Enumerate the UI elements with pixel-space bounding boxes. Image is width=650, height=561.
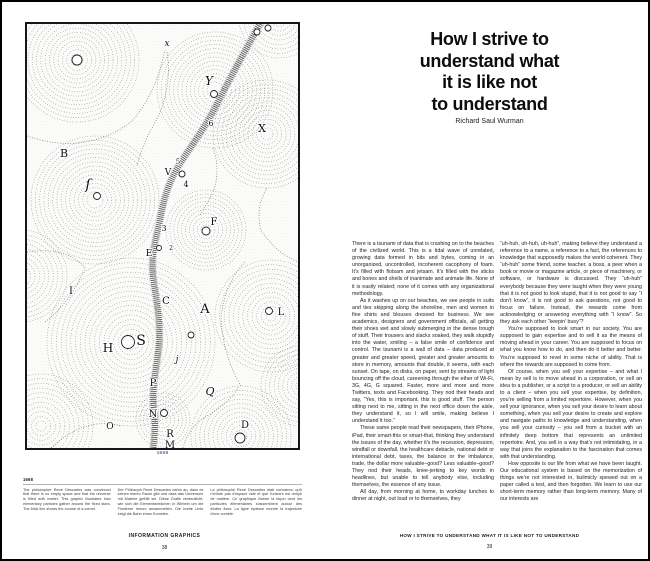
article-columns bbox=[352, 241, 642, 503]
title-line-2: understand what bbox=[419, 50, 560, 71]
svg-text:N: N bbox=[148, 409, 158, 420]
body-paragraph: As it washes up on our beaches, we see people in suits and ties skipping along the shoreline, men and women in fine shirts and blouses dressed for business. We see academics, designers and government officials, all getting their shoes wet and slowly submerging in the dense trough of stuff. Their trousers and slacks soaked, they walk stupidly into the water, smiling – a false smile of confidence and control. The tsunami is a wall of data – data produced at greater and greater speed, greater and greater amounts to store in memory, amounts that double, it seems, with each sunset. On tape, on disks, on paper, sent by streams of light bouncing off the cloud, careening through the ether of Wi-Fi, 3G, 4G, G squared. Faster, more and more and more Twitters, texts and Facebooking. They nod their heads and say, “Yes, this is important, this is good stuff. The person sitting next to me, sitting in the next office down the aisle, they understand it, so I will smile, making believe I understand it too.” bbox=[352, 297, 494, 425]
svg-text:L: L bbox=[277, 307, 285, 318]
svg-text:O: O bbox=[106, 422, 114, 432]
page-number-left: 38 bbox=[161, 544, 168, 551]
footer-right bbox=[327, 533, 650, 550]
svg-text:X: X bbox=[258, 122, 266, 135]
body-paragraph: These same people read their newspapers, their iPhone, iPad, their smart-this or smart-that, thinking they understand the issues of the day, whether it’s the recession, depression, windfall or downfall, the healthcare debacle, national debt or international debt, taxes, the balance or the imbalance, trade, the dollar more valuable–good? Less valuable–good? They nod their heads, knee-jerking to key words in headlines, but unable to tell anybody else, including themselves, the essence of any issue. bbox=[352, 425, 494, 489]
title-line-3: it is like not bbox=[442, 72, 537, 92]
body-paragraph: How opposite is our life from what we have been taught. Our educational system is based on the memorization of things we’re not interested in, bulimicly spewed out on a paper called a test, and then forgotten. We learn to use our short-term memory rather than long-term memory. Many of our interests are bbox=[500, 460, 642, 503]
svg-text:Q: Q bbox=[205, 385, 215, 398]
article-column-2 bbox=[500, 241, 642, 503]
title-line-4: to understand bbox=[431, 93, 548, 114]
body-paragraph: There is a tsunami of data that is crashing on to the beaches of the civilized world. This is a tidal wave of unrelated, growing data formed in bits and bytes, coming in an unorganized, uncontrolled, incoherent cacophony of foam. It’s filled with flotsam and jetsam. It’s filled with the sticks and bones and shells of inanimate and animate life. None of it is easily related; none of it comes with any organizational methodology. bbox=[352, 241, 494, 297]
engraving-frame bbox=[25, 22, 300, 450]
svg-text:H: H bbox=[102, 341, 114, 355]
article-author: Richard Saul Wurman bbox=[455, 118, 524, 125]
article-column-1 bbox=[352, 241, 494, 503]
svg-text:4: 4 bbox=[183, 180, 189, 189]
svg-text:D: D bbox=[240, 420, 250, 431]
body-paragraph: “uh-huh, uh-huh, uh-huh”, making believe they understand a reference to a name, a reference to a fact, the references to knowledge that supposedly makes the world coherent. They “uh-huh” some friend, some teacher, a boss, a peer when a book or movie or magazine article, or piece of machinery, or software, or hardware is discussed. They “uh-huh” everybody because they were taught when they were young that it is not good to look stupid, that it is not good to say “I don’t know”, it is not good to ask questions, not good to focus on failure. Instead, the rewards come from acknowledging or answering everything with “I know”. So they ask each other “keepin’ busy”? bbox=[500, 241, 642, 326]
svg-text:x: x bbox=[164, 39, 170, 49]
svg-text:6: 6 bbox=[208, 119, 214, 128]
svg-text:3: 3 bbox=[161, 224, 167, 233]
svg-text:B: B bbox=[59, 147, 69, 160]
caption-text-german: Der Philosoph René Descartes nahm an, dass es keinen leeren Raum gibt und dass das Universum mit Materie gefüllt sei. Diese Grafik verdeutlicht, wie sich die Elementarteilchen in Wirbeln um die Fixsterne herum ansammelten. Die breite Linie zeigt die Bahn eines Kometen. bbox=[117, 487, 204, 517]
caption-text-english: The philosopher René Descartes was convinced that there is no empty space and that the universe is filled with matter. This graphic illustrates how elementary particles gather around the fixed stars. The thick line shows the course of a comet. bbox=[23, 487, 111, 512]
footer-article-title: HOW I STRIVE TO UNDERSTAND WHAT IT IS LIKE NOT TO UNDERSTAND bbox=[399, 533, 580, 538]
caption-columns bbox=[23, 488, 302, 517]
svg-text:E: E bbox=[145, 249, 153, 259]
caption-block bbox=[23, 477, 302, 517]
body-paragraph: All day, from morning at home, to workday lunches to dinner at night, out loud or to themselves, they bbox=[352, 489, 494, 503]
footer-left bbox=[2, 533, 327, 551]
svg-text:R: R bbox=[166, 429, 174, 440]
caption-text-french: Le philosophe René Descartes était convaincu qu'il n'existe pas d'espace vide et que l'univers est rempli de matière. Ce graphique illustre la façon dont les particules élémentaires s'assemblent autour des étoiles fixes. La ligne épaisse montre la trajectoire d'une comète. bbox=[210, 487, 302, 517]
descartes-vortex-diagram bbox=[27, 24, 298, 448]
svg-text:F: F bbox=[210, 217, 218, 228]
page-number-right: 39 bbox=[486, 543, 493, 550]
caption-rule bbox=[23, 484, 302, 485]
footer-book-title: INFORMATION GRAPHICS bbox=[128, 533, 201, 539]
body-paragraph: Of course, when you sell your expertise – and what I mean by sell is to move ahead in a corporation, or sell an idea to a publisher, or a script to a producer, or sell an ability to a client – when you sell your expertise, by definition, you’re selling from a limited repertoire. However, when you sell your ignorance, when you sell your desire to learn about something, when you sell your desire to create and explore and navigate paths to knowledge and understanding, when you sell your curiosity – you sell from a bucket with an infinitely deep bottom that represents an unlimited repertoire. And, you sell in a way that’s not intimidating, in a way that joins the explanation to the fascination that comes with that understanding. bbox=[500, 368, 642, 460]
svg-text:M: M bbox=[164, 440, 176, 448]
article-title bbox=[327, 29, 650, 115]
caption-year-label: 1668 bbox=[23, 477, 34, 482]
page-right bbox=[327, 2, 650, 559]
svg-text:A: A bbox=[200, 302, 210, 317]
title-line-1: How I strive to bbox=[430, 29, 549, 49]
svg-text:Y: Y bbox=[205, 74, 213, 88]
svg-text:P: P bbox=[149, 378, 157, 389]
svg-text:C: C bbox=[162, 296, 170, 307]
svg-text:V: V bbox=[164, 168, 172, 178]
svg-text:5: 5 bbox=[175, 158, 181, 166]
body-paragraph: You’re supposed to look smart in our society. You are supposed to gain expertise and to sell it as the means of moving ahead in your career. You are supposed to focus on what you know how to do, and then do it better and better. You’re supposed to revel in some niche of ability. That is where the rewards are supposed to come from. bbox=[500, 326, 642, 368]
svg-text:ſ: ſ bbox=[85, 177, 91, 193]
svg-text:I: I bbox=[69, 286, 73, 297]
svg-text:S: S bbox=[136, 333, 146, 349]
svg-text:2: 2 bbox=[169, 245, 173, 252]
svg-text:j: j bbox=[175, 355, 179, 365]
page-left bbox=[2, 2, 327, 559]
year-marker: 1668 bbox=[156, 451, 169, 456]
